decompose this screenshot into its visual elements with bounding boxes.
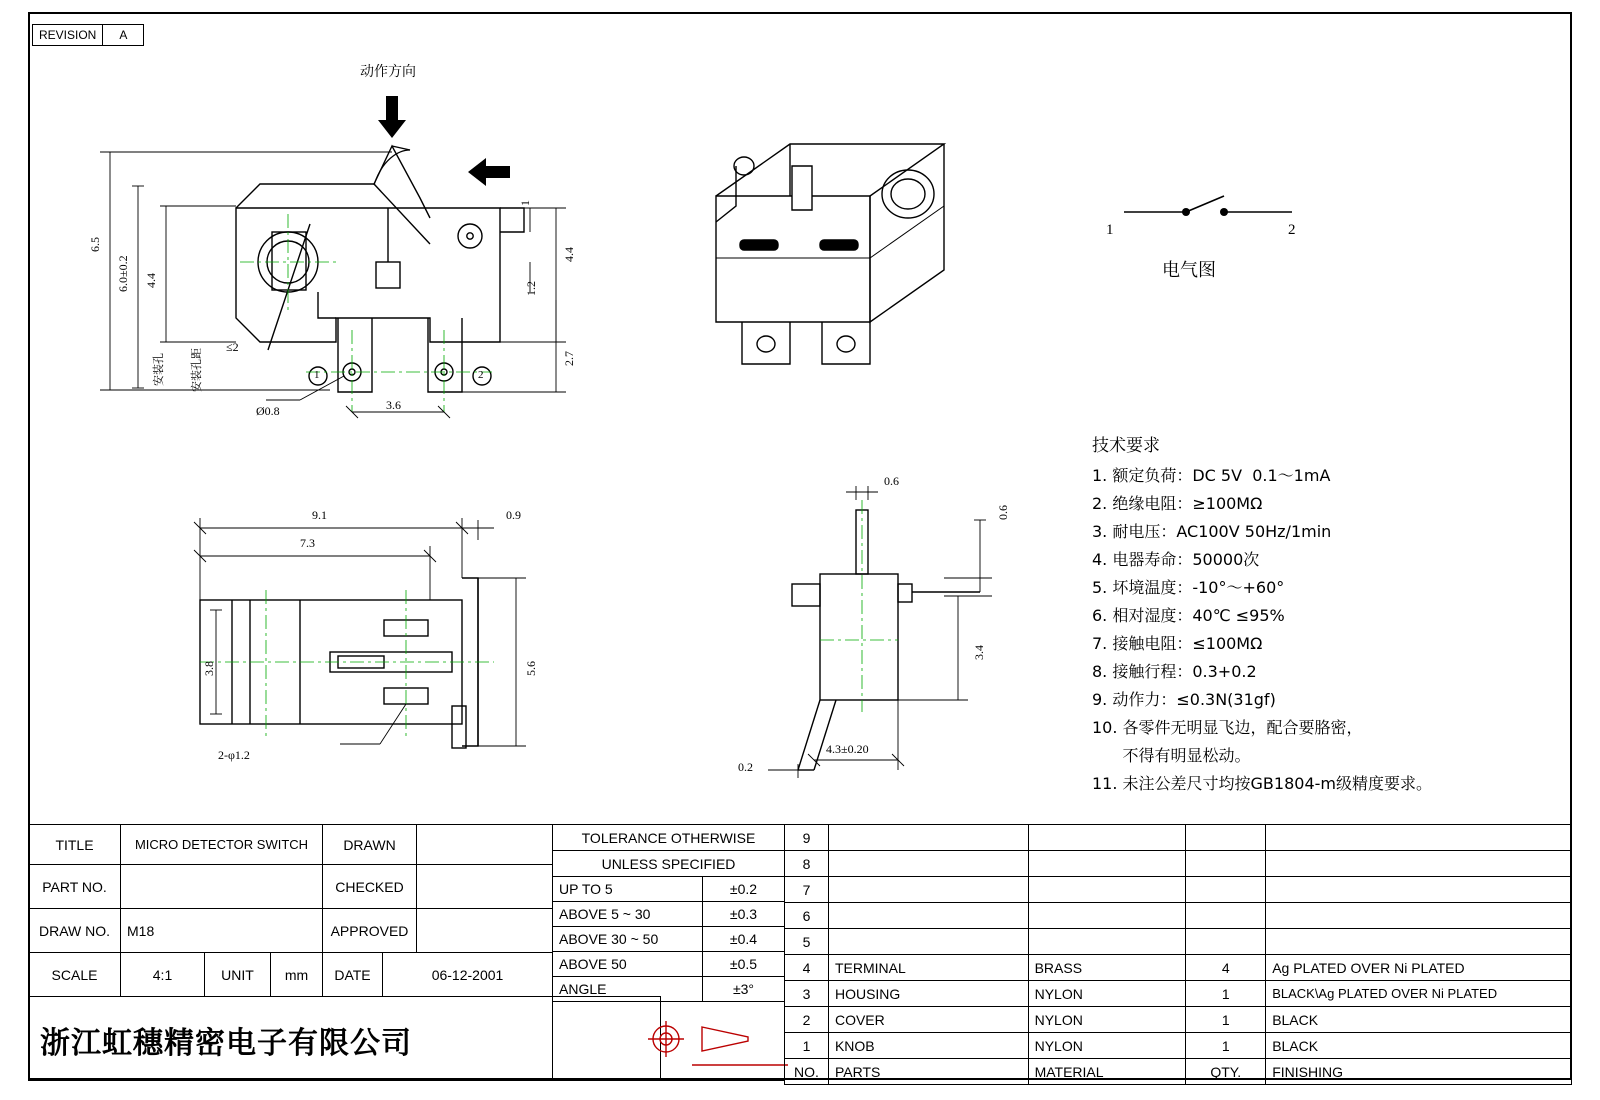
parts-name-2	[828, 877, 1028, 903]
dim-front-9: 2.7	[562, 351, 576, 366]
first-angle-projection-icon	[552, 1001, 812, 1091]
tolerance-range-0: UP TO 5	[553, 877, 703, 902]
terminal-mark-2: 2	[478, 369, 484, 381]
parts-list-table	[784, 824, 1572, 1085]
parts-header-qty: QTY.	[1186, 1059, 1266, 1085]
tech-line-2: 3. 耐电压：AC100V 50Hz/1min	[1092, 522, 1332, 541]
dim-front-7: 4.4	[562, 247, 576, 262]
table-row	[785, 955, 1572, 981]
drawn-label: DRAWN	[323, 825, 417, 865]
table-row	[785, 929, 1572, 955]
tolerance-heading-2: UNLESS SPECIFIED	[553, 851, 785, 877]
date-value: 06-12-2001	[383, 953, 553, 997]
dim-top-1: 0.9	[506, 508, 521, 522]
table-row	[29, 953, 553, 997]
parts-qty-3	[1186, 903, 1266, 929]
parts-finishing-3	[1266, 903, 1572, 929]
unit-label: UNIT	[205, 953, 271, 997]
approved-value	[417, 909, 553, 953]
parts-qty-0	[1186, 825, 1266, 851]
dim-front-2: 4.4	[144, 273, 158, 288]
part-no-value	[121, 865, 323, 909]
table-row	[553, 927, 785, 952]
parts-no-2: 7	[785, 877, 829, 903]
parts-name-7: COVER	[828, 1007, 1028, 1033]
dim-top-2: 7.3	[300, 536, 315, 550]
scale-value: 4:1	[121, 953, 205, 997]
dim-front-3: ≤2	[226, 340, 239, 354]
table-row	[553, 851, 785, 877]
parts-qty-1	[1186, 851, 1266, 877]
title-value: MICRO DETECTOR SWITCH	[121, 825, 323, 865]
date-label: DATE	[323, 953, 383, 997]
parts-no-8: 1	[785, 1033, 829, 1059]
dim-side-4: 0.2	[738, 760, 753, 774]
parts-name-0	[828, 825, 1028, 851]
revision-value: A	[119, 28, 128, 42]
table-row	[553, 902, 785, 927]
scale-label: SCALE	[29, 953, 121, 997]
tolerance-range-2: ABOVE 30 ~ 50	[553, 927, 703, 952]
parts-name-5: TERMINAL	[828, 955, 1028, 981]
tech-heading: 技术要求	[1092, 436, 1160, 456]
table-row	[29, 825, 553, 865]
table-row	[553, 977, 785, 1002]
parts-qty-6: 1	[1186, 981, 1266, 1007]
table-row	[785, 851, 1572, 877]
tolerance-value-0: ±0.2	[703, 877, 785, 902]
tech-line-8: 9. 动作力：≤0.3N(31gf)	[1092, 690, 1276, 709]
checked-label: CHECKED	[323, 865, 417, 909]
table-row	[553, 952, 785, 977]
tech-line-1: 2. 绝缘电阻：≥100MΩ	[1092, 494, 1263, 513]
part-no-label: PART NO.	[29, 865, 121, 909]
tech-line-3: 4. 电器寿命：50000次	[1092, 550, 1260, 569]
tech-line-4: 5. 坏境温度：-10°～+60°	[1092, 578, 1285, 597]
tech-line-9: 10. 各零件无明显飞边，配合要胳密，	[1092, 718, 1363, 737]
table-row	[29, 865, 553, 909]
parts-finishing-8: BLACK	[1266, 1033, 1572, 1059]
tolerance-range-1: ABOVE 5 ~ 30	[553, 902, 703, 927]
unit-value: mm	[271, 953, 323, 997]
dim-top-4: 5.6	[524, 661, 538, 676]
approved-label: APPROVED	[323, 909, 417, 953]
parts-no-5: 4	[785, 955, 829, 981]
technical-requirements	[1092, 432, 1542, 798]
draw-no-label: DRAW NO.	[29, 909, 121, 953]
tolerance-range-4: ANGLE	[553, 977, 703, 1002]
parts-material-7: NYLON	[1028, 1007, 1186, 1033]
table-row	[785, 1007, 1572, 1033]
parts-no-6: 3	[785, 981, 829, 1007]
parts-no-7: 2	[785, 1007, 829, 1033]
parts-qty-5: 4	[1186, 955, 1266, 981]
parts-header-no: NO.	[785, 1059, 829, 1085]
checked-value	[417, 865, 553, 909]
dim-front-0: 6.5	[88, 237, 102, 252]
dim-front-5: Ø0.8	[256, 404, 280, 418]
tolerance-table	[552, 824, 785, 1002]
tech-line-7: 8. 接触行程：0.3+0.2	[1092, 662, 1257, 681]
parts-name-3	[828, 903, 1028, 929]
parts-name-4	[828, 929, 1028, 955]
dim-top-5: 2-φ1.2	[218, 748, 250, 762]
parts-header-finishing: FINISHING	[1266, 1059, 1572, 1085]
parts-finishing-1	[1266, 851, 1572, 877]
table-row	[553, 825, 785, 851]
dim-side-2: 3.4	[972, 645, 986, 660]
parts-no-4: 5	[785, 929, 829, 955]
parts-material-4	[1028, 929, 1186, 955]
table-row	[785, 981, 1572, 1007]
tech-line-10: 不得有明显松动。	[1092, 746, 1251, 765]
action-direction-label: 动作方向	[360, 64, 416, 80]
front-vert-label-1: 安装孔距	[190, 348, 203, 392]
parts-header-material: MATERIAL	[1028, 1059, 1186, 1085]
table-row	[785, 877, 1572, 903]
revision-label: REVISION	[33, 25, 103, 45]
parts-finishing-6: BLACK\Ag PLATED OVER Ni PLATED	[1266, 981, 1572, 1007]
parts-qty-8: 1	[1186, 1033, 1266, 1059]
tolerance-heading-1: TOLERANCE OTHERWISE	[553, 825, 785, 851]
parts-material-8: NYLON	[1028, 1033, 1186, 1059]
scale-unit-date-table	[28, 952, 553, 997]
dim-top-0: 9.1	[312, 508, 327, 522]
parts-qty-4	[1186, 929, 1266, 955]
parts-finishing-4	[1266, 929, 1572, 955]
table-row	[29, 909, 553, 953]
dim-front-8: 1.2	[524, 281, 538, 296]
parts-no-0: 9	[785, 825, 829, 851]
parts-material-3	[1028, 903, 1186, 929]
title-label: TITLE	[29, 825, 121, 865]
tolerance-value-4: ±3°	[703, 977, 785, 1002]
table-row	[785, 1059, 1572, 1085]
parts-finishing-0	[1266, 825, 1572, 851]
parts-no-1: 8	[785, 851, 829, 877]
parts-name-6: HOUSING	[828, 981, 1028, 1007]
draw-no-value: M18	[121, 909, 323, 953]
table-row	[785, 903, 1572, 929]
dim-front-6: 1	[518, 200, 532, 206]
table-row	[553, 877, 785, 902]
front-vert-label-0: 安装孔	[152, 353, 165, 386]
dim-top-3: 3.8	[202, 661, 216, 676]
parts-no-3: 6	[785, 903, 829, 929]
tolerance-value-2: ±0.4	[703, 927, 785, 952]
parts-header-parts: PARTS	[828, 1059, 1028, 1085]
parts-material-6: NYLON	[1028, 981, 1186, 1007]
parts-finishing-5: Ag PLATED OVER Ni PLATED	[1266, 955, 1572, 981]
parts-name-8: KNOB	[828, 1033, 1028, 1059]
tech-line-11: 11. 未注公差尺寸均按GB1804-m级精度要求。	[1092, 774, 1432, 793]
parts-name-1	[828, 851, 1028, 877]
parts-finishing-7: BLACK	[1266, 1007, 1572, 1033]
parts-material-1	[1028, 851, 1186, 877]
schematic-pin-1: 1	[1106, 222, 1114, 238]
parts-material-2	[1028, 877, 1186, 903]
company-name: 浙江虹穗精密电子有限公司	[40, 1026, 412, 1061]
tech-line-6: 7. 接触电阻：≤100MΩ	[1092, 634, 1263, 653]
schematic-pin-2: 2	[1288, 222, 1296, 238]
parts-finishing-2	[1266, 877, 1572, 903]
dim-front-1: 6.0±0.2	[116, 255, 130, 292]
table-row	[785, 825, 1572, 851]
parts-qty-2	[1186, 877, 1266, 903]
tech-line-5: 6. 相对湿度：40℃ ≤95%	[1092, 606, 1285, 625]
drawn-value	[417, 825, 553, 865]
tolerance-range-3: ABOVE 50	[553, 952, 703, 977]
dim-side-0: 0.6	[884, 474, 899, 488]
parts-material-5: BRASS	[1028, 955, 1186, 981]
tolerance-value-1: ±0.3	[703, 902, 785, 927]
title-info-table	[28, 824, 553, 953]
tech-line-0: 1. 额定负荷：DC 5V 0.1～1mA	[1092, 466, 1331, 485]
terminal-mark-1: 1	[314, 369, 320, 381]
parts-material-0	[1028, 825, 1186, 851]
dim-front-4: 3.6	[386, 398, 401, 412]
tolerance-value-3: ±0.5	[703, 952, 785, 977]
table-row	[785, 1033, 1572, 1059]
dim-side-1: 0.6	[996, 505, 1010, 520]
parts-qty-7: 1	[1186, 1007, 1266, 1033]
dim-side-3: 4.3±0.20	[826, 742, 869, 756]
electrical-diagram-caption: 电气图	[1162, 260, 1216, 281]
